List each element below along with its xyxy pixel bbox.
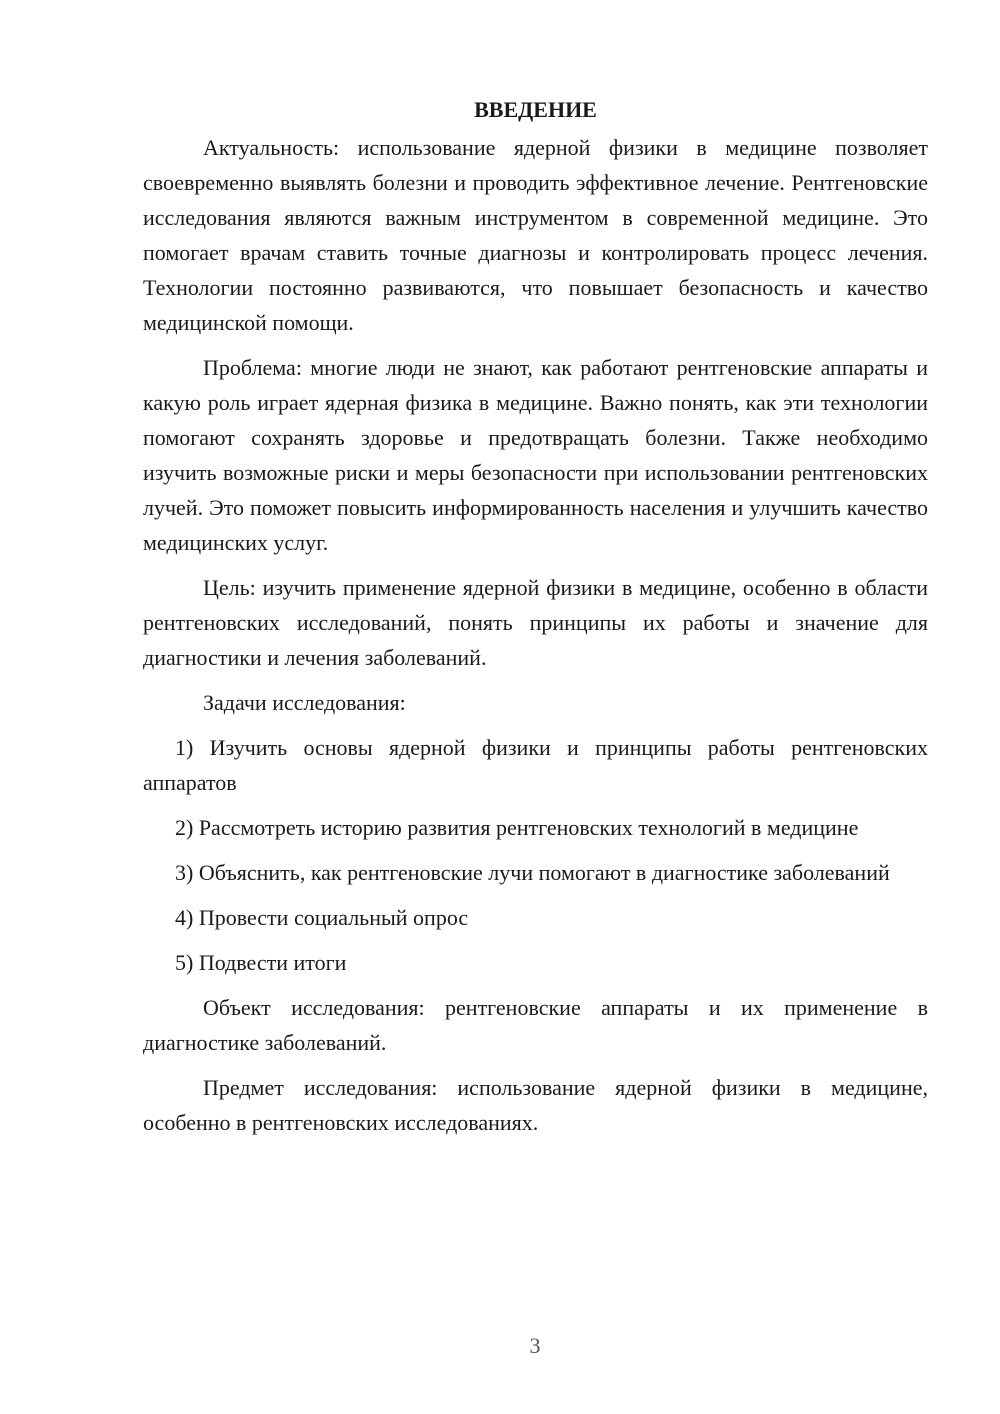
subject-paragraph: Предмет исследования: использование ядерной физики в медицине, особенно в рентгеновских исследованиях. [143, 1075, 928, 1135]
relevance-paragraph: Актуальность: использование ядерной физики в медицине позволяет своевременно выявлять болезни и проводить эффективное лечение. Рентгеновские исследования являются важным инструментом в современной медицине. Это помогает врачам ставить точные диагнозы и контролировать процесс лечения. Технологии постоянно развиваются, что повышает безопасность и качество медицинской помощи. [143, 135, 928, 335]
task-item-2: 2) Рассмотреть историю развития рентгеновских технологий в медицине [175, 815, 859, 840]
page-title: ВВЕДЕНИЕ [474, 97, 597, 122]
task-item-1: 1) Изучить основы ядерной физики и принципы работы рентгеновских аппаратов [143, 735, 928, 795]
problem-paragraph: Проблема: многие люди не знают, как работают рентгеновские аппараты и какую роль играет ядерная физика в медицине. Важно понять, как эти технологии помогают сохранять здоровье и предотвращать болезни. Также необходимо изучить возможные риски и меры безопасности при использовании рентгеновских лучей. Это поможет повысить информированность населения и улучшить качество медицинских услуг. [143, 355, 928, 555]
task-item-5: 5) Подвести итоги [175, 950, 347, 975]
task-item-4: 4) Провести социальный опрос [175, 905, 469, 930]
page-number: 3 [529, 1333, 541, 1358]
document-body [143, 92, 928, 1140]
tasks-heading: Задачи исследования: [203, 690, 406, 715]
task-item-3: 3) Объяснить, как рентгеновские лучи помогают в диагностике заболеваний [175, 860, 890, 885]
goal-paragraph: Цель: изучить применение ядерной физики в медицине, особенно в области рентгеновских исследований, понять принципы их работы и значение для диагностики и лечения заболеваний. [143, 575, 928, 670]
object-paragraph: Объект исследования: рентгеновские аппараты и их применение в диагностике заболеваний. [143, 995, 928, 1055]
